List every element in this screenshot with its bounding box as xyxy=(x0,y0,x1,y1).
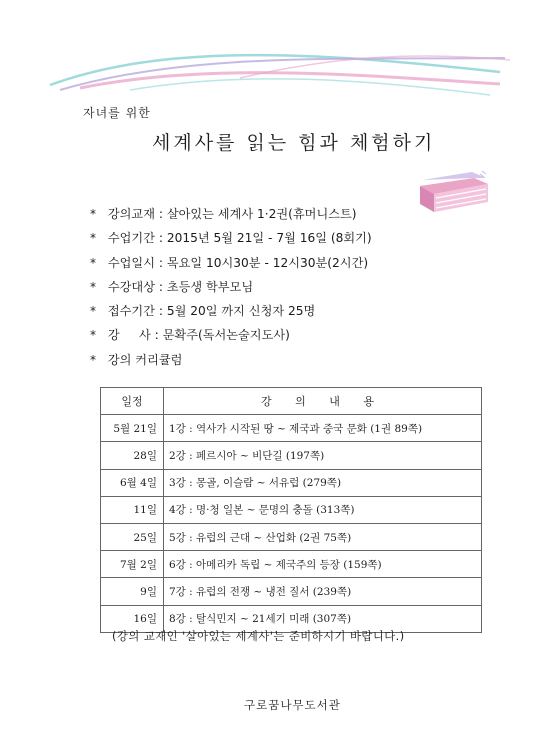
row-date: 6월 4일 xyxy=(101,469,164,496)
table-row xyxy=(101,442,482,469)
row-content: 7강 : 유럽의 전쟁 ~ 냉전 질서 (239쪽) xyxy=(164,578,482,605)
row-content: 3강 : 몽골, 이슬람 ~ 서유럽 (279쪽) xyxy=(164,469,482,496)
info-item-period xyxy=(90,226,372,250)
row-date: 11일 xyxy=(101,496,164,523)
row-content: 8강 : 탈식민지 ~ 21세기 미래 (307쪽) xyxy=(164,605,482,632)
info-item-instructor xyxy=(90,323,372,347)
column-header-content: 강 의 내 용 xyxy=(164,388,482,415)
bullet-star: * xyxy=(90,255,96,270)
table-header-row xyxy=(101,388,482,415)
row-date: 28일 xyxy=(101,442,164,469)
bullet-star: * xyxy=(90,231,96,246)
info-text: 강의교재 : 살아있는 세계사 1·2권(휴머니스트) xyxy=(107,207,357,221)
bullet-star: * xyxy=(90,304,96,319)
row-date: 7월 2일 xyxy=(101,551,164,578)
curriculum-table xyxy=(100,387,482,633)
info-text: 수업기간 : 2015년 5월 21일 - 7월 16일 (8회기) xyxy=(107,231,372,246)
row-content: 2강 : 페르시아 ~ 비단길 (197쪽) xyxy=(164,442,482,469)
info-text: 강 사 : 문확주(독서논술지도사) xyxy=(107,328,290,343)
bullet-star: * xyxy=(90,328,96,343)
row-date: 25일 xyxy=(101,523,164,550)
table-row xyxy=(101,578,482,605)
row-content: 1강 : 역사가 시작된 땅 ~ 제국과 중국 문화 (1권 89쪽) xyxy=(164,415,482,442)
info-item-target xyxy=(90,275,372,299)
table-row xyxy=(101,496,482,523)
info-item-schedule-time xyxy=(90,251,372,275)
info-text: 수강대상 : 초등생 학부모님 xyxy=(107,279,254,294)
row-content: 6강 : 아메리카 독립 ~ 제국주의 등장 (159쪽) xyxy=(164,551,482,578)
info-item-textbook xyxy=(90,202,372,226)
table-row xyxy=(101,551,482,578)
table-row xyxy=(101,523,482,550)
info-text: 접수기간 : 5월 20일 까지 신청자 25명 xyxy=(107,304,316,319)
book-icon xyxy=(412,168,494,218)
library-name: 구로꿈나무도서관 xyxy=(244,698,341,712)
row-content: 5강 : 유럽의 근대 ~ 산업화 (2권 75쪽) xyxy=(164,523,482,550)
decorative-swoosh-graphic xyxy=(40,40,510,110)
info-item-registration xyxy=(90,299,372,323)
textbook-note: (강의 교재인 '살아있는 세계사'는 준비하시기 바랍니다.) xyxy=(112,630,405,643)
row-date: 16일 xyxy=(101,605,164,632)
row-date: 9일 xyxy=(101,578,164,605)
flyer-title: 세계사를 읽는 힘과 체험하기 xyxy=(152,132,436,154)
bullet-star: * xyxy=(90,352,96,367)
info-item-curriculum xyxy=(90,348,372,372)
row-content: 4강 : 명·청 일본 ~ 문명의 충돌 (313쪽) xyxy=(164,496,482,523)
bullet-star: * xyxy=(90,207,96,221)
info-text: 수업일시 : 목요일 10시30분 - 12시30분(2시간) xyxy=(107,255,369,270)
course-info-list xyxy=(90,202,372,372)
column-header-date: 일정 xyxy=(101,388,164,415)
table-row xyxy=(101,469,482,496)
info-text: 강의 커리큘럼 xyxy=(107,352,183,367)
table-row xyxy=(101,415,482,442)
bullet-star: * xyxy=(90,279,96,294)
row-date: 5월 21일 xyxy=(101,415,164,442)
flyer-subtitle: 자녀를 위한 xyxy=(83,106,151,120)
